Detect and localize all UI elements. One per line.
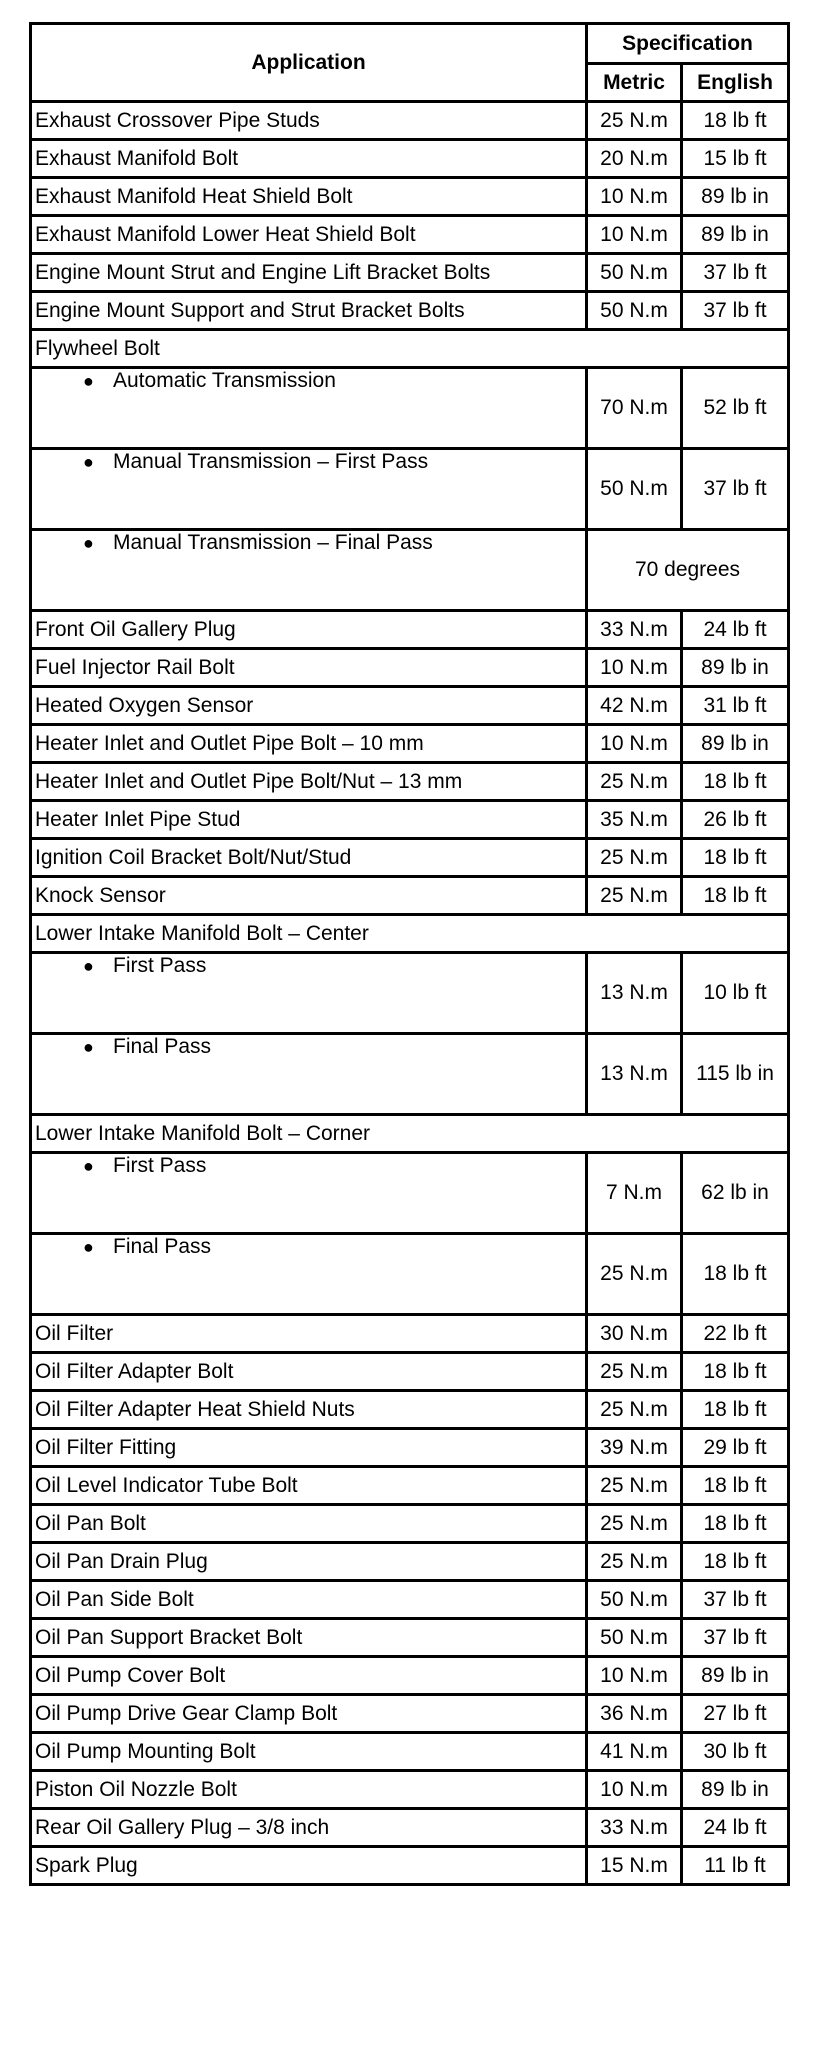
- english-cell: 18 lb ft: [682, 1234, 789, 1315]
- metric-cell: 10 N.m: [587, 216, 682, 254]
- english-cell: 18 lb ft: [682, 1505, 789, 1543]
- metric-cell: 36 N.m: [587, 1695, 682, 1733]
- specification-cell: 70 degrees: [587, 530, 789, 611]
- table-row: [31, 1467, 789, 1505]
- application-cell: Oil Filter Adapter Bolt: [31, 1353, 587, 1391]
- table-row: [31, 839, 789, 877]
- sub-application-label: Manual Transmission – First Pass: [113, 450, 429, 473]
- english-cell: 115 lb in: [682, 1034, 789, 1115]
- specification-header: Specification: [587, 24, 789, 64]
- table-row: [31, 368, 789, 449]
- metric-cell: 13 N.m: [587, 1034, 682, 1115]
- english-cell: 18 lb ft: [682, 763, 789, 801]
- english-cell: 89 lb in: [682, 1771, 789, 1809]
- english-cell: 18 lb ft: [682, 1543, 789, 1581]
- table-row: [31, 687, 789, 725]
- table-row: [31, 1581, 789, 1619]
- table-row: [31, 1034, 789, 1115]
- application-cell: Rear Oil Gallery Plug – 3/8 inch: [31, 1809, 587, 1847]
- metric-cell: 30 N.m: [587, 1315, 682, 1353]
- english-cell: 89 lb in: [682, 216, 789, 254]
- application-cell: Oil Filter Adapter Heat Shield Nuts: [31, 1391, 587, 1429]
- metric-cell: 25 N.m: [587, 877, 682, 915]
- table-row: [31, 1315, 789, 1353]
- table-row: [31, 1847, 789, 1885]
- table-row: [31, 449, 789, 530]
- application-cell: Heater Inlet and Outlet Pipe Bolt/Nut – 13 mm: [31, 763, 587, 801]
- metric-cell: 10 N.m: [587, 725, 682, 763]
- table-row: [31, 725, 789, 763]
- application-cell: Exhaust Crossover Pipe Studs: [31, 102, 587, 140]
- table-row: [31, 1234, 789, 1315]
- application-cell: Piston Oil Nozzle Bolt: [31, 1771, 587, 1809]
- application-cell: Oil Pan Bolt: [31, 1505, 587, 1543]
- sub-application-label: Automatic Transmission: [113, 369, 336, 392]
- sub-application-label: First Pass: [113, 1154, 207, 1177]
- table-row: [31, 877, 789, 915]
- application-cell: Oil Pump Cover Bolt: [31, 1657, 587, 1695]
- table-body: [31, 102, 789, 1885]
- metric-cell: 25 N.m: [587, 1543, 682, 1581]
- table-row: [31, 1733, 789, 1771]
- application-cell: Exhaust Manifold Lower Heat Shield Bolt: [31, 216, 587, 254]
- metric-cell: 25 N.m: [587, 839, 682, 877]
- metric-cell: 41 N.m: [587, 1733, 682, 1771]
- application-cell: Oil Pump Drive Gear Clamp Bolt: [31, 1695, 587, 1733]
- table-row: [31, 1505, 789, 1543]
- english-cell: 22 lb ft: [682, 1315, 789, 1353]
- table-row: [31, 102, 789, 140]
- metric-cell: 25 N.m: [587, 1391, 682, 1429]
- metric-cell: 50 N.m: [587, 1581, 682, 1619]
- table-row: [31, 1391, 789, 1429]
- english-cell: 26 lb ft: [682, 801, 789, 839]
- english-cell: 18 lb ft: [682, 1391, 789, 1429]
- table-header: [31, 24, 789, 102]
- metric-cell: 50 N.m: [587, 292, 682, 330]
- sub-application-label: Final Pass: [113, 1235, 212, 1258]
- english-cell: 37 lb ft: [682, 292, 789, 330]
- fastener-specification-table: [29, 22, 790, 1886]
- application-cell: Heated Oxygen Sensor: [31, 687, 587, 725]
- table-row: [31, 611, 789, 649]
- english-cell: 27 lb ft: [682, 1695, 789, 1733]
- application-cell: Oil Pan Drain Plug: [31, 1543, 587, 1581]
- application-cell: Engine Mount Strut and Engine Lift Bracket Bolts: [31, 254, 587, 292]
- table-row: [31, 178, 789, 216]
- group-heading: Lower Intake Manifold Bolt – Center: [31, 915, 789, 953]
- metric-cell: 20 N.m: [587, 140, 682, 178]
- metric-cell: 42 N.m: [587, 687, 682, 725]
- application-cell: Oil Pan Support Bracket Bolt: [31, 1619, 587, 1657]
- english-cell: 37 lb ft: [682, 254, 789, 292]
- sub-application-cell: [31, 1153, 587, 1234]
- metric-cell: 33 N.m: [587, 611, 682, 649]
- english-header: English: [682, 64, 789, 102]
- bullet-icon: ●: [83, 1037, 94, 1057]
- application-cell: Ignition Coil Bracket Bolt/Nut/Stud: [31, 839, 587, 877]
- table-row: [31, 1809, 789, 1847]
- application-cell: Exhaust Manifold Heat Shield Bolt: [31, 178, 587, 216]
- metric-cell: 15 N.m: [587, 1847, 682, 1885]
- english-cell: 30 lb ft: [682, 1733, 789, 1771]
- metric-cell: 25 N.m: [587, 1505, 682, 1543]
- english-cell: 37 lb ft: [682, 449, 789, 530]
- application-cell: Oil Filter Fitting: [31, 1429, 587, 1467]
- group-heading: Lower Intake Manifold Bolt – Corner: [31, 1115, 789, 1153]
- metric-cell: 10 N.m: [587, 178, 682, 216]
- metric-cell: 50 N.m: [587, 449, 682, 530]
- metric-cell: 10 N.m: [587, 649, 682, 687]
- application-cell: Engine Mount Support and Strut Bracket Bolts: [31, 292, 587, 330]
- application-cell: Front Oil Gallery Plug: [31, 611, 587, 649]
- sub-application-label: Manual Transmission – Final Pass: [113, 531, 433, 554]
- application-cell: Exhaust Manifold Bolt: [31, 140, 587, 178]
- english-cell: 31 lb ft: [682, 687, 789, 725]
- english-cell: 37 lb ft: [682, 1581, 789, 1619]
- english-cell: 10 lb ft: [682, 953, 789, 1034]
- sub-application-cell: [31, 530, 587, 611]
- application-cell: Oil Pump Mounting Bolt: [31, 1733, 587, 1771]
- application-header: Application: [31, 24, 587, 102]
- sub-application-cell: [31, 1234, 587, 1315]
- metric-cell: 50 N.m: [587, 254, 682, 292]
- table-row: [31, 216, 789, 254]
- metric-cell: 35 N.m: [587, 801, 682, 839]
- bullet-icon: ●: [83, 1237, 94, 1257]
- application-cell: Oil Filter: [31, 1315, 587, 1353]
- metric-cell: 70 N.m: [587, 368, 682, 449]
- english-cell: 18 lb ft: [682, 1467, 789, 1505]
- english-cell: 62 lb in: [682, 1153, 789, 1234]
- metric-cell: 25 N.m: [587, 1353, 682, 1391]
- bullet-icon: ●: [83, 371, 94, 391]
- sub-application-label: First Pass: [113, 954, 207, 977]
- table-row: [31, 1429, 789, 1467]
- english-cell: 18 lb ft: [682, 1353, 789, 1391]
- english-cell: 24 lb ft: [682, 611, 789, 649]
- metric-cell: 33 N.m: [587, 1809, 682, 1847]
- application-cell: Oil Pan Side Bolt: [31, 1581, 587, 1619]
- table-row: [31, 292, 789, 330]
- application-cell: Fuel Injector Rail Bolt: [31, 649, 587, 687]
- table-row: [31, 801, 789, 839]
- english-cell: 15 lb ft: [682, 140, 789, 178]
- metric-cell: 13 N.m: [587, 953, 682, 1034]
- table-row: [31, 530, 789, 611]
- metric-cell: 39 N.m: [587, 1429, 682, 1467]
- metric-cell: 50 N.m: [587, 1619, 682, 1657]
- english-cell: 89 lb in: [682, 1657, 789, 1695]
- group-heading: Flywheel Bolt: [31, 330, 789, 368]
- metric-cell: 10 N.m: [587, 1657, 682, 1695]
- application-cell: Heater Inlet and Outlet Pipe Bolt – 10 mm: [31, 725, 587, 763]
- metric-header: Metric: [587, 64, 682, 102]
- application-cell: Heater Inlet Pipe Stud: [31, 801, 587, 839]
- english-cell: 37 lb ft: [682, 1619, 789, 1657]
- metric-cell: 25 N.m: [587, 763, 682, 801]
- metric-cell: 25 N.m: [587, 1234, 682, 1315]
- english-cell: 18 lb ft: [682, 877, 789, 915]
- english-cell: 18 lb ft: [682, 102, 789, 140]
- table-row: [31, 1695, 789, 1733]
- sub-application-cell: [31, 449, 587, 530]
- sub-application-cell: [31, 368, 587, 449]
- table-row: [31, 649, 789, 687]
- table-row: [31, 763, 789, 801]
- table-row: [31, 915, 789, 953]
- english-cell: 89 lb in: [682, 725, 789, 763]
- english-cell: 11 lb ft: [682, 1847, 789, 1885]
- bullet-icon: ●: [83, 1156, 94, 1176]
- english-cell: 24 lb ft: [682, 1809, 789, 1847]
- table-row: [31, 254, 789, 292]
- table-row: [31, 1543, 789, 1581]
- table-row: [31, 1619, 789, 1657]
- application-cell: Oil Level Indicator Tube Bolt: [31, 1467, 587, 1505]
- table-row: [31, 953, 789, 1034]
- english-cell: 89 lb in: [682, 178, 789, 216]
- english-cell: 52 lb ft: [682, 368, 789, 449]
- english-cell: 29 lb ft: [682, 1429, 789, 1467]
- application-cell: Knock Sensor: [31, 877, 587, 915]
- table-row: [31, 1771, 789, 1809]
- table-row: [31, 1657, 789, 1695]
- table-row: [31, 1353, 789, 1391]
- metric-cell: 25 N.m: [587, 1467, 682, 1505]
- metric-cell: 10 N.m: [587, 1771, 682, 1809]
- english-cell: 89 lb in: [682, 649, 789, 687]
- application-cell: Spark Plug: [31, 1847, 587, 1885]
- table-row: [31, 1115, 789, 1153]
- table-row: [31, 140, 789, 178]
- sub-application-cell: [31, 1034, 587, 1115]
- table-row: [31, 1153, 789, 1234]
- bullet-icon: ●: [83, 533, 94, 553]
- bullet-icon: ●: [83, 452, 94, 472]
- metric-cell: 7 N.m: [587, 1153, 682, 1234]
- bullet-icon: ●: [83, 956, 94, 976]
- english-cell: 18 lb ft: [682, 839, 789, 877]
- table-row: [31, 330, 789, 368]
- metric-cell: 25 N.m: [587, 102, 682, 140]
- sub-application-cell: [31, 953, 587, 1034]
- sub-application-label: Final Pass: [113, 1035, 212, 1058]
